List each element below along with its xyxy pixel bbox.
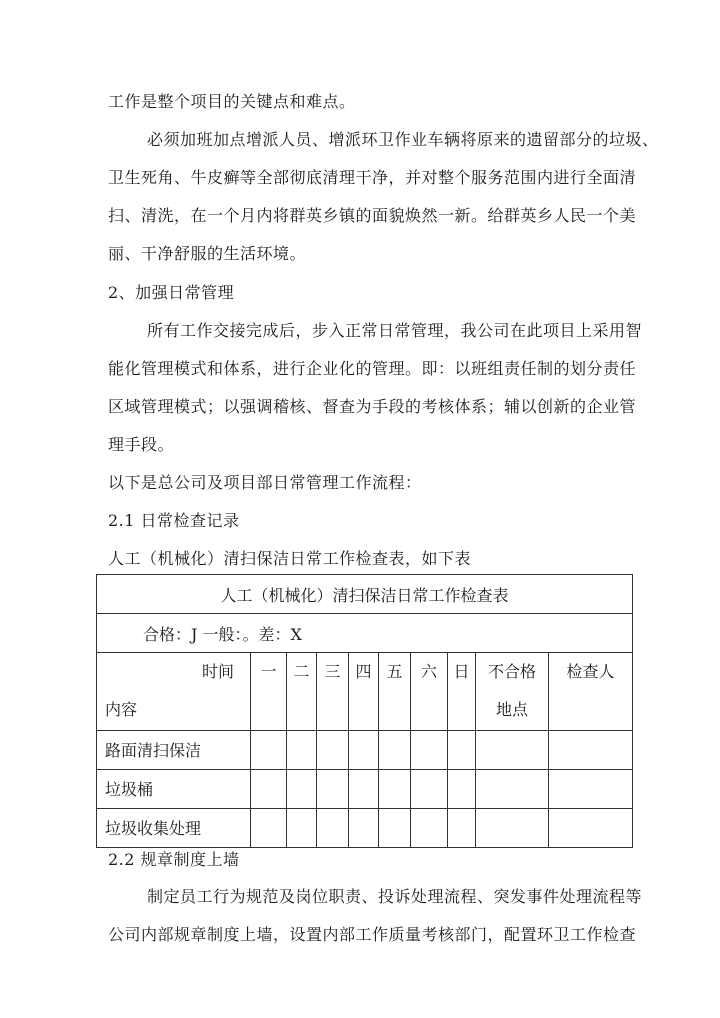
text-line: 理手段。 — [108, 435, 175, 454]
header-content: 内容 — [105, 700, 138, 720]
header-day: 二 — [287, 653, 317, 730]
text-line: 区域管理模式；以强调稽核、督查为手段的考核体系；辅以创新的企业管 — [108, 397, 637, 416]
header-day: 日 — [448, 653, 476, 730]
table-legend: 合格：J 一般：。差：X — [97, 614, 633, 653]
text-line: 以下是总公司及项目部日常管理工作流程： — [108, 473, 422, 492]
header-day: 四 — [349, 653, 379, 730]
text-line: 公司内部规章制度上墙，设置内部工作质量考核部门，配置环卫工作检查 — [108, 925, 637, 944]
subsection-heading: 2.2 规章制度上墙 — [108, 850, 240, 869]
row-label: 垃圾收集处理 — [97, 808, 251, 847]
section-heading: 2、加强日常管理 — [108, 283, 235, 302]
text-line: 丽、干净舒服的生活环境。 — [108, 244, 307, 263]
text-line: 必须加班加点增派人员、增派环卫作业车辆将原来的遗留部分的垃圾、 — [147, 130, 659, 149]
text-line: 能化管理模式和体系，进行企业化的管理。即：以班组责任制的划分责任 — [108, 359, 637, 378]
header-day: 六 — [411, 653, 448, 730]
table-title: 人工（机械化）清扫保洁日常工作检查表 — [97, 575, 633, 614]
header-corner — [97, 653, 251, 730]
row-label: 垃圾桶 — [97, 769, 251, 808]
row-label: 路面清扫保洁 — [97, 730, 251, 769]
subsection-heading: 2.1 日常检查记录 — [108, 511, 240, 530]
text-line: 工作是整个项目的关键点和难点。 — [108, 92, 356, 111]
header-inspector: 检查人 — [549, 653, 633, 730]
text-line: 制定员工行为规范及岗位职责、投诉处理流程、突发事件处理流程等 — [147, 887, 643, 906]
inspection-table — [96, 574, 633, 848]
text-line: 扫、清洗，在一个月内将群英乡镇的面貌焕然一新。给群英乡人民一个美 — [108, 206, 637, 225]
header-time: 时间 — [201, 662, 234, 682]
header-fail-location: 不合格 地点 — [476, 653, 549, 730]
header-day: 三 — [317, 653, 349, 730]
table-caption: 人工（机械化）清扫保洁日常工作检查表，如下表 — [108, 549, 472, 568]
header-day: 五 — [379, 653, 411, 730]
header-day: 一 — [251, 653, 287, 730]
text-line: 所有工作交接完成后，步入正常日常管理，我公司在此项目上采用智 — [147, 321, 643, 340]
text-line: 卫生死角、牛皮癣等全部彻底清理干净，并对整个服务范围内进行全面清 — [108, 168, 637, 187]
